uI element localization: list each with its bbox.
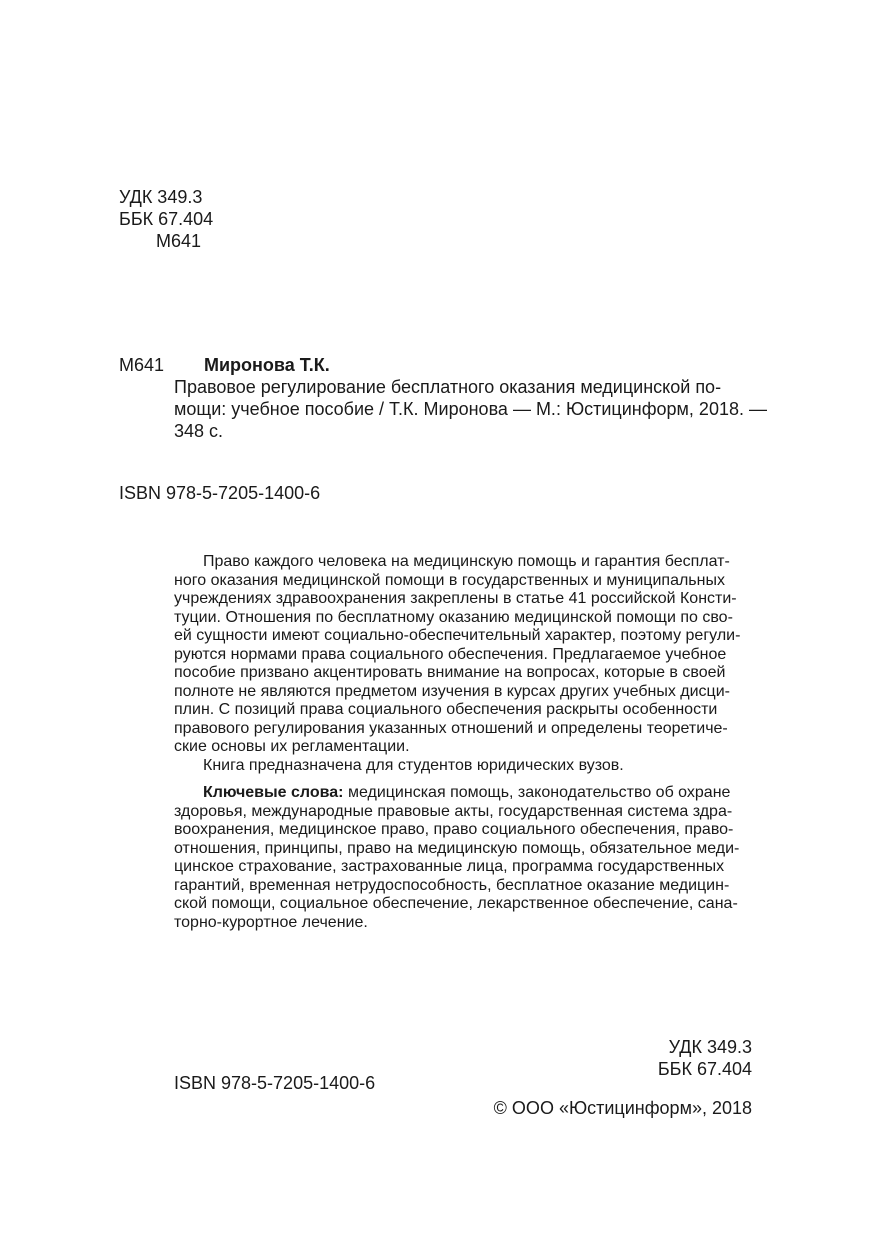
biblio-author: Миронова Т.К. bbox=[204, 355, 330, 375]
abstract-line: правового регулирования указанных отношений и определены теоретиче- bbox=[174, 719, 728, 737]
biblio-description bbox=[174, 376, 767, 442]
footer-codes bbox=[560, 1036, 752, 1080]
abstract bbox=[174, 553, 754, 775]
footer-bbk: ББК 67.404 bbox=[657, 1059, 752, 1079]
abstract-line: ного оказания медицинской помощи в государственных и муниципальных bbox=[174, 571, 725, 589]
footer-udk: УДК 349.3 bbox=[668, 1037, 752, 1057]
abstract-line: пособие призвано акцентировать внимание на вопросах, которые в своей bbox=[174, 664, 726, 681]
keywords-line: отношения, принципы, право на медицинскую помощь, обязательное меди- bbox=[174, 839, 740, 857]
biblio-mark: М641 bbox=[119, 355, 165, 375]
keywords-line: ской помощи, социальное обеспечение, лекарственное обеспечение, сана- bbox=[174, 895, 738, 912]
abstract-line: полноте не являются предметом изучения в курсах других учебных дисци- bbox=[174, 682, 730, 700]
abstract-line: ские основы их регламентации. bbox=[174, 738, 410, 755]
keywords-text: медицинская помощь, законодательство об охране bbox=[343, 784, 731, 801]
biblio-line: 348 с. bbox=[174, 421, 224, 441]
keywords-line: воохранения, медицинское право, право социального обеспечения, право- bbox=[174, 821, 734, 838]
abstract-line: плин. С позиций права социального обеспечения раскрыты особенности bbox=[174, 701, 718, 718]
footer-isbn: ISBN 978-5-7205-1400-6 bbox=[174, 1073, 376, 1093]
isbn-top: ISBN 978-5-7205-1400-6 bbox=[119, 483, 321, 503]
copyright: © ООО «Юстицинформ», 2018 bbox=[493, 1098, 752, 1118]
abstract-line: учреждениях здравоохранения закреплены в статье 41 российской Консти- bbox=[174, 590, 737, 607]
keywords-first-line bbox=[174, 784, 754, 803]
keywords-line: здоровья, международные правовые акты, государственная система здра- bbox=[174, 802, 733, 820]
udk-code: УДК 349.3 bbox=[119, 187, 203, 207]
abstract-line: Право каждого человека на медицинскую помощь и гарантия бесплат- bbox=[203, 553, 730, 570]
keywords-label: Ключевые слова: bbox=[203, 784, 344, 801]
abstract-line: руются нормами права социального обеспечения. Предлагаемое учебное bbox=[174, 645, 727, 663]
bbk-code: ББК 67.404 bbox=[119, 209, 214, 229]
keywords bbox=[174, 784, 754, 932]
audience-note: Книга предназначена для студентов юридических вузов. bbox=[203, 756, 624, 774]
keywords-line: гарантий, временная нетрудоспособность, бесплатное оказание медицин- bbox=[174, 876, 730, 894]
author-mark: М641 bbox=[156, 231, 202, 251]
abstract-line: ей сущности имеют социально-обеспечительный характер, поэтому регули- bbox=[174, 627, 741, 644]
keywords-line: торно-курортное лечение. bbox=[174, 913, 368, 931]
abstract-line: туции. Отношения по бесплатному оказанию медицинской помощи по сво- bbox=[174, 608, 733, 626]
header-codes bbox=[119, 186, 213, 252]
keywords-line: цинское страхование, застрахованные лица, программа государственных bbox=[174, 858, 725, 875]
biblio-line: мощи: учебное пособие / Т.К. Миронова — М.: Юстицинформ, 2018. — bbox=[174, 399, 767, 419]
biblio-line: Правовое регулирование бесплатного оказания медицинской по- bbox=[174, 377, 722, 397]
